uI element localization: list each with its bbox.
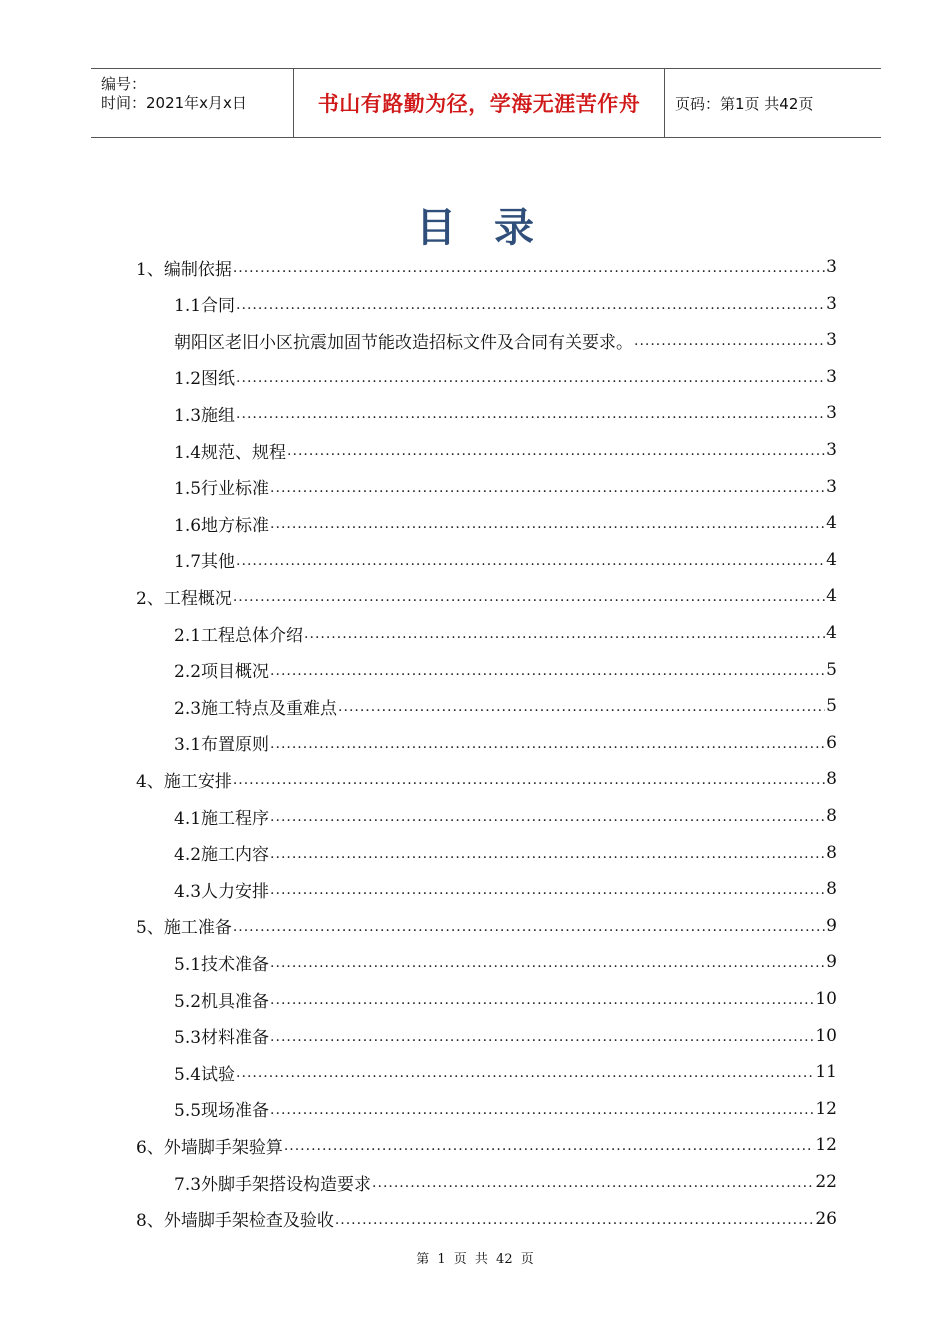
toc-entry[interactable] <box>174 981 837 1017</box>
toc-entry-label: 5.3材料准备 <box>174 1028 270 1049</box>
toc-entry[interactable] <box>136 249 837 285</box>
toc-leader-dots <box>236 297 825 322</box>
toc-entry[interactable] <box>174 1091 837 1127</box>
toc-entry-label: 4、施工安排 <box>136 771 232 792</box>
toc-entry-label: 朝阳区老旧小区抗震加固节能改造招标文件及合同有关要求。 <box>174 332 633 353</box>
toc-entry[interactable] <box>136 578 837 614</box>
toc-entry-label: 5.2机具准备 <box>174 991 270 1012</box>
toc-entry[interactable] <box>136 1201 837 1237</box>
toc-entry-label: 1.5行业标准 <box>174 479 270 500</box>
toc-entry-label: 4.3人力安排 <box>174 881 270 902</box>
toc-entry-page: 12 <box>815 1098 837 1119</box>
toc-entry-page: 3 <box>826 366 837 387</box>
toc-leader-dots <box>236 1065 814 1090</box>
toc-entry[interactable] <box>174 1054 837 1090</box>
toc-entry-label: 4.1施工程序 <box>174 808 270 829</box>
toc-entry[interactable] <box>174 871 837 907</box>
toc-entry-label: 4.2施工内容 <box>174 845 270 866</box>
toc-leader-dots <box>236 370 825 395</box>
toc-entry-page: 5 <box>826 659 837 680</box>
toc-entry[interactable] <box>174 542 837 578</box>
toc-entry[interactable] <box>174 359 837 395</box>
toc-entry[interactable] <box>174 395 837 431</box>
toc-entry-page: 4 <box>826 549 837 570</box>
toc-entry-page: 11 <box>815 1062 837 1083</box>
toc-entry-label: 7.3外脚手架搭设构造要求 <box>174 1174 372 1195</box>
toc-leader-dots <box>270 846 825 871</box>
header-meta <box>91 69 293 137</box>
toc-entry-label: 1.2图纸 <box>174 369 236 390</box>
toc-entry[interactable] <box>174 505 837 541</box>
toc-entry-label: 5、施工准备 <box>136 918 232 939</box>
toc-entry-label: 1.4规范、规程 <box>174 442 287 463</box>
toc-entry[interactable] <box>174 615 837 651</box>
toc-entry-page: 10 <box>815 1025 837 1046</box>
toc-entry-label: 2.3施工特点及重难点 <box>174 698 338 719</box>
toc-leader-dots <box>284 1138 815 1163</box>
toc-entry[interactable] <box>174 835 837 871</box>
toc-entry-page: 12 <box>815 1135 837 1156</box>
toc-entry-page: 3 <box>826 403 837 424</box>
toc-entry-page: 5 <box>826 696 837 717</box>
toc-entry[interactable] <box>174 725 837 761</box>
toc-entry-page: 8 <box>826 842 837 863</box>
toc-leader-dots <box>270 516 825 541</box>
toc-leader-dots <box>270 663 825 688</box>
toc-entry-label: 2、工程概况 <box>136 588 232 609</box>
toc-entry[interactable] <box>174 432 837 468</box>
toc-entry-page: 4 <box>826 586 837 607</box>
toc-entry[interactable] <box>174 322 837 358</box>
toc-entry[interactable] <box>174 652 837 688</box>
toc-entry-page: 4 <box>826 513 837 534</box>
toc-entry-page: 3 <box>826 293 837 314</box>
toc-leader-dots <box>287 443 825 468</box>
toc-leader-dots <box>335 1212 815 1237</box>
toc-entry-page: 3 <box>826 476 837 497</box>
toc-entry-label: 1.7其他 <box>174 552 236 573</box>
toc-entry-page: 8 <box>826 769 837 790</box>
toc-leader-dots <box>270 480 825 505</box>
header-page-label: 页码：第1页 共42页 <box>675 94 814 113</box>
toc-leader-dots <box>304 626 825 651</box>
toc-entry-page: 10 <box>815 989 837 1009</box>
toc-entry[interactable] <box>136 908 837 944</box>
toc-entry-label: 5.4试验 <box>174 1064 236 1085</box>
toc-leader-dots <box>270 882 825 907</box>
toc-leader-dots <box>270 992 814 1017</box>
toc-entry-label: 8、外墙脚手架检查及验收 <box>136 1211 334 1232</box>
toc-entry[interactable] <box>174 688 837 724</box>
header-page-cell <box>665 69 881 137</box>
toc-entry-page: 3 <box>826 330 837 351</box>
toc-entry[interactable] <box>136 1127 837 1163</box>
toc-leader-dots <box>270 736 825 761</box>
toc-entry-label: 2.2项目概况 <box>174 662 270 683</box>
header-slogan-cell <box>293 69 665 137</box>
toc-entry-label: 1.6地方标准 <box>174 515 270 536</box>
toc-title: 目录 <box>416 205 572 251</box>
toc-entry-label: 1、编制依据 <box>136 259 232 280</box>
toc-entry-page: 8 <box>826 879 837 900</box>
toc-entry-page: 8 <box>826 806 837 826</box>
toc-entry-page: 22 <box>815 1172 837 1192</box>
toc-entry-label: 5.5现场准备 <box>174 1101 270 1122</box>
toc-entry-page: 26 <box>815 1208 837 1229</box>
toc-leader-dots <box>338 699 825 724</box>
header-slogan: 书山有路勤为径，学海无涯苦作舟 <box>317 92 641 116</box>
toc-leader-dots <box>270 1029 814 1054</box>
toc-entry[interactable] <box>174 1018 837 1054</box>
document-number-label: 编号： <box>101 75 147 93</box>
toc-leader-dots <box>634 333 825 358</box>
toc-leader-dots <box>270 809 825 834</box>
toc-entry[interactable] <box>174 798 837 834</box>
toc-entry-label: 6、外墙脚手架验算 <box>136 1137 283 1158</box>
toc-leader-dots <box>236 406 825 431</box>
toc-entry-page: 9 <box>826 952 837 973</box>
toc-entry-page: 3 <box>826 257 837 277</box>
toc-entry[interactable] <box>174 469 837 505</box>
toc-entry[interactable] <box>174 286 837 322</box>
toc-leader-dots <box>270 955 825 980</box>
toc-entry[interactable] <box>136 761 837 797</box>
toc-entry-page: 6 <box>826 732 837 753</box>
toc-leader-dots <box>233 919 825 944</box>
page-footer: 第 1 页 共 42 页 <box>416 1252 534 1267</box>
toc-entry-label: 1.1合同 <box>174 296 236 317</box>
toc-leader-dots <box>233 772 825 797</box>
toc-entry[interactable] <box>174 944 837 980</box>
toc-leader-dots <box>233 589 825 614</box>
toc-entry-label: 3.1布置原则 <box>174 735 270 756</box>
toc-entry-page: 4 <box>826 623 837 643</box>
toc-leader-dots <box>270 1102 814 1127</box>
toc-entry-label: 5.1技术准备 <box>174 954 270 975</box>
toc-entry-label: 2.1工程总体介绍 <box>174 625 304 646</box>
toc-leader-dots <box>233 260 825 285</box>
toc-entry-page: 3 <box>826 440 837 460</box>
toc-entry-page: 9 <box>826 915 837 936</box>
toc-entry-label: 1.3施组 <box>174 405 236 426</box>
page-header <box>91 68 881 138</box>
toc-entry[interactable] <box>174 1164 837 1200</box>
toc-leader-dots <box>236 553 825 578</box>
document-time-label: 时间：2021年x月x日 <box>101 94 247 112</box>
toc-leader-dots <box>372 1175 814 1200</box>
